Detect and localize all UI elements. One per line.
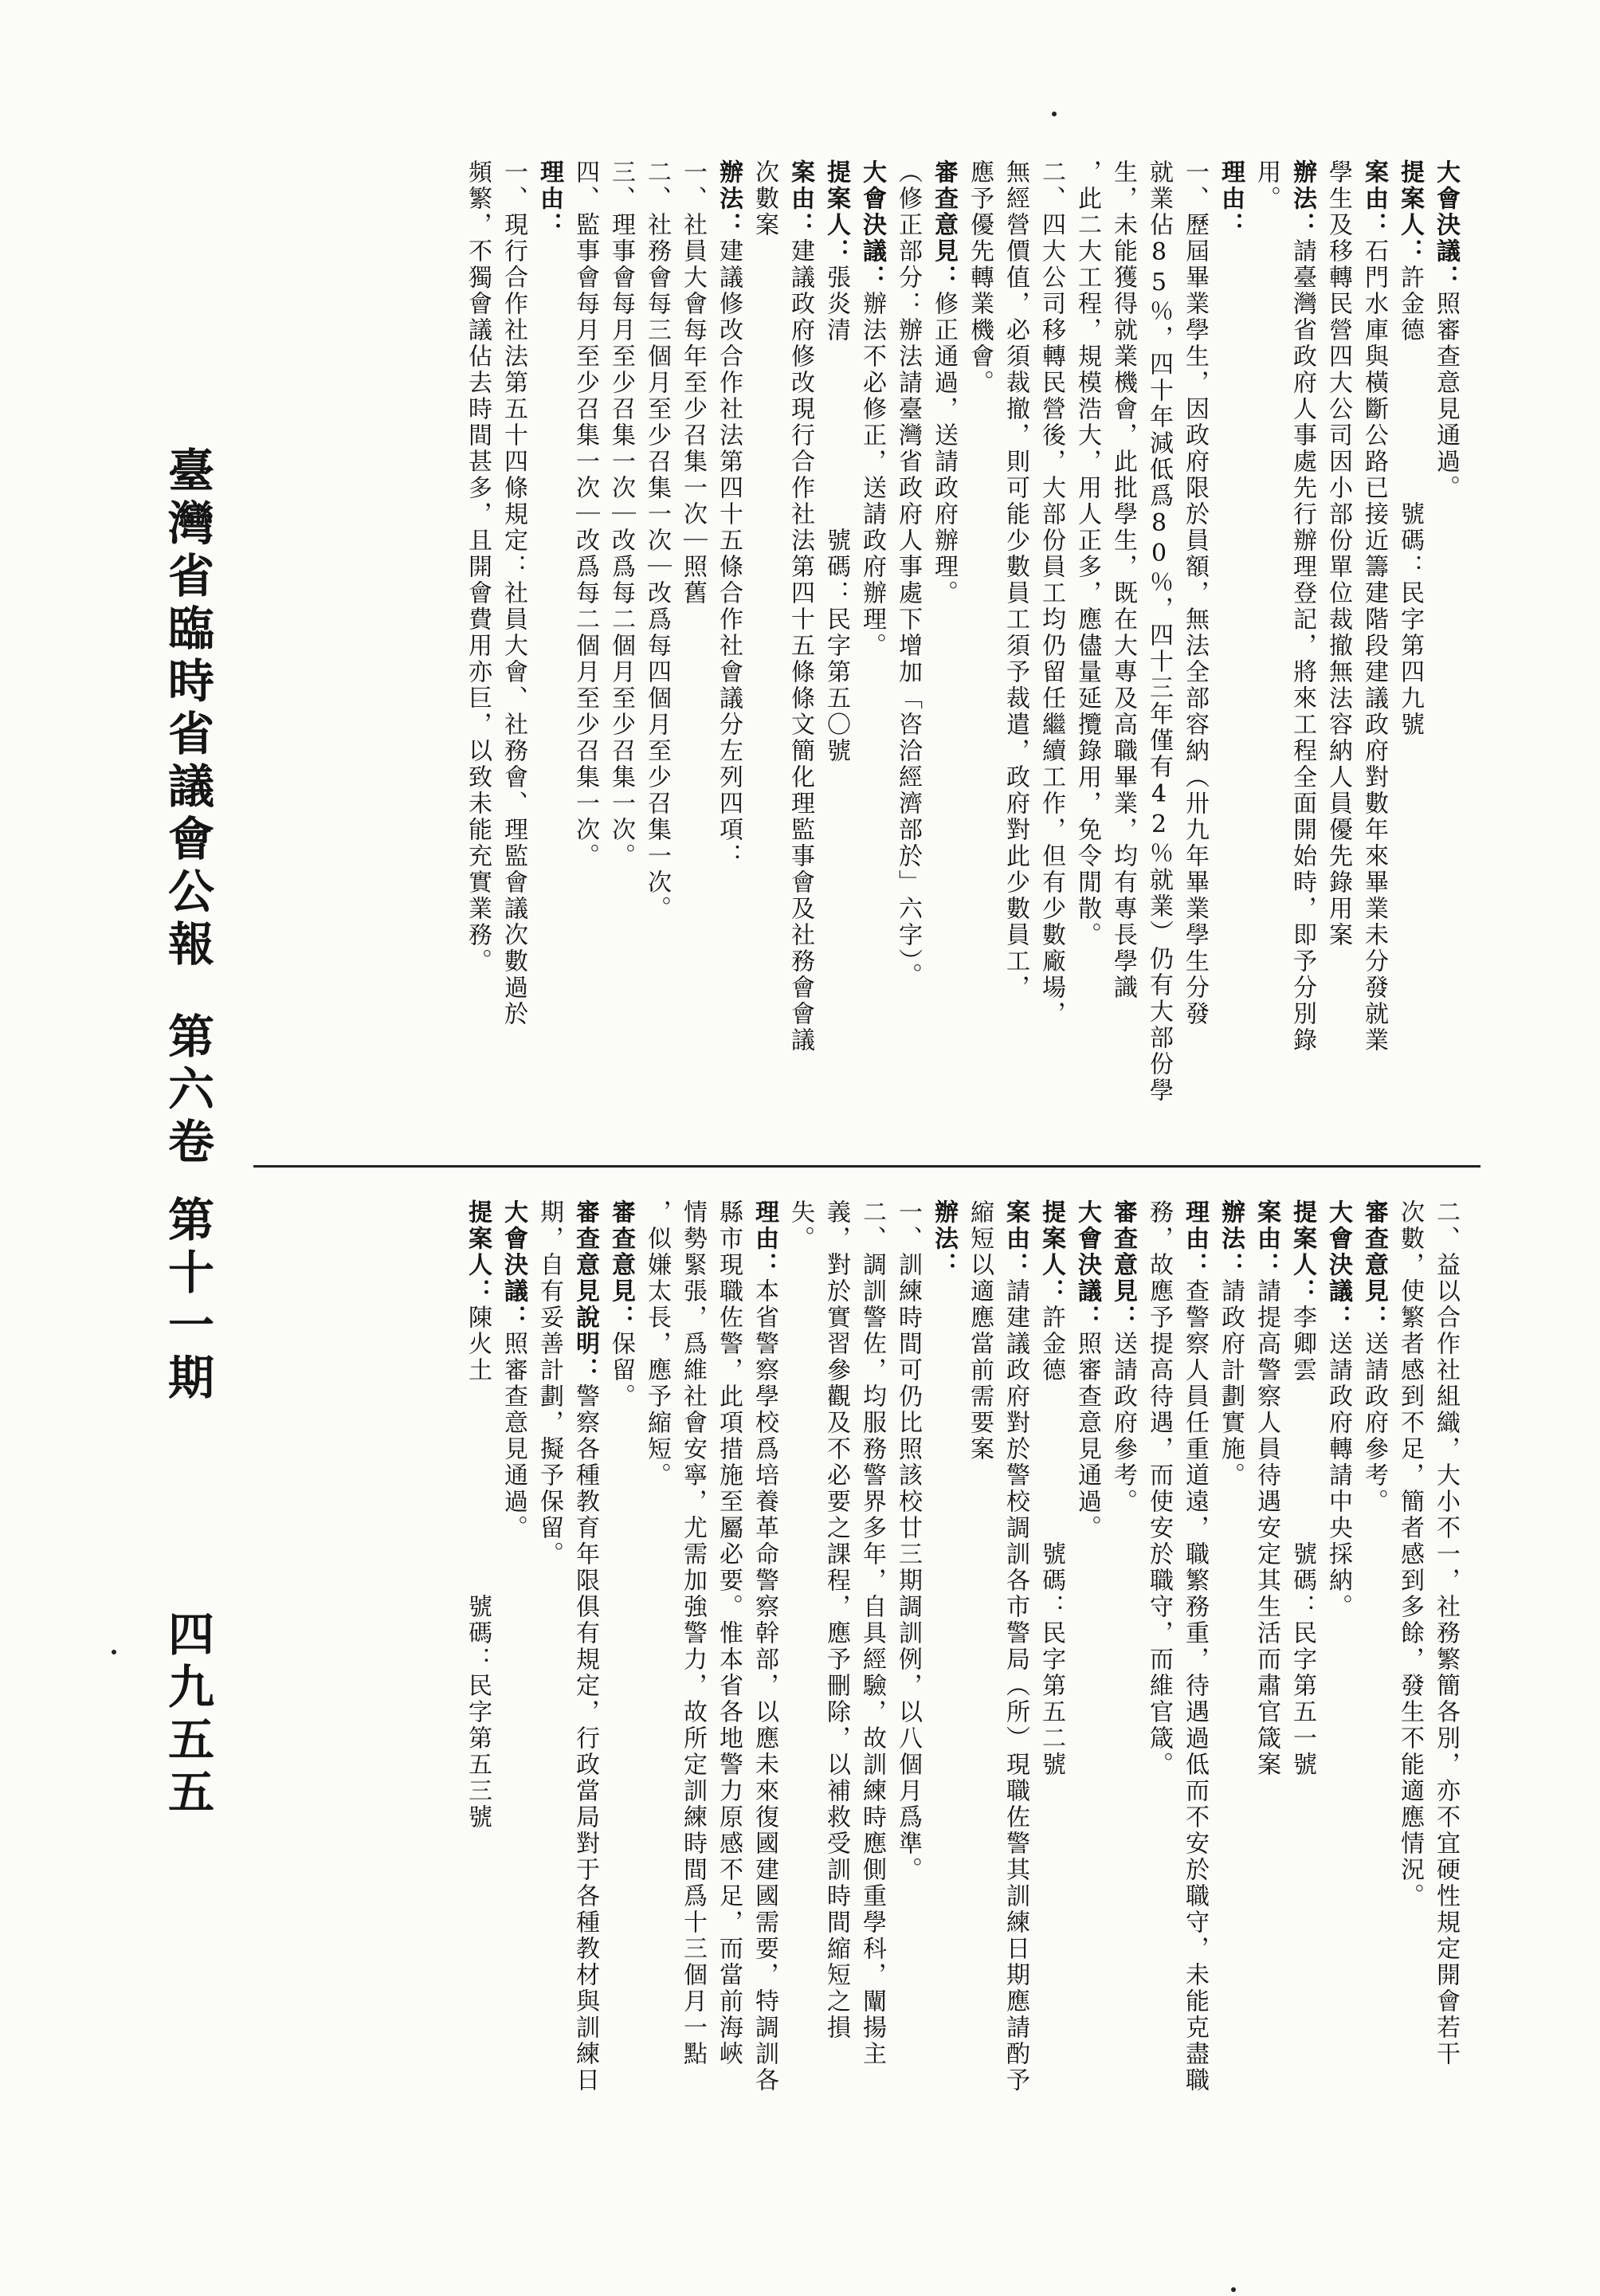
top-col-8 — [1179, 159, 1210, 1027]
bottom-col-1 — [1430, 1199, 1461, 2067]
top-col-27 — [498, 159, 528, 1027]
bottom-col-7 — [1215, 1199, 1245, 1489]
top-col-5 — [1287, 159, 1317, 1054]
bottom-col-21 — [713, 1199, 743, 2067]
col-label: 審查意見： — [607, 1199, 635, 1331]
col-text: 送請政府轉請中央採納。 — [1324, 1331, 1352, 1620]
bottom-col-28 — [462, 1199, 492, 1831]
col-text: 二、四大公司移轉民營後，大部份員工均仍留任繼續工作，但有少數廠場， — [1037, 159, 1065, 1027]
col-label: 案由： — [786, 159, 814, 238]
col-text: 本省警察學校爲培養革命警察幹部，以應未來復國建國需要，特調訓各 — [751, 1278, 778, 2094]
col-text: 辦法不必修正，送請政府辦理。 — [858, 291, 886, 659]
col-text: 三、理事會每月至少召集一次｜改爲每二個月至少召集一次。 — [607, 159, 635, 869]
col-text: 縮短以適應當前需要案 — [966, 1199, 994, 1462]
bottom-col-24 — [606, 1199, 636, 1410]
bottom-col-26 — [534, 1199, 564, 1568]
col-label: 辦法： — [1288, 159, 1316, 238]
bottom-col-20 — [749, 1199, 779, 2094]
col-text: 義，對於實習參觀及不必要之課程，應予刪除，以補救受訓時間縮短之損 — [822, 1199, 850, 2041]
col-label: 大會決議： — [1432, 159, 1460, 291]
col-label: 審查意見： — [1360, 1199, 1388, 1331]
col-text: 一、歷屆畢業學生，因政府限於員額，無法全部容納（卅九年畢業學生分發 — [1181, 159, 1209, 1027]
col-label: 大會決議： — [1073, 1199, 1101, 1331]
col-text: 就業佔85％，四十年減低爲80％，四十三年僅有42％就業）仍有大部份學 — [1145, 159, 1173, 1104]
col-text: 許金德 號碼：民字第四九號 — [1396, 265, 1424, 738]
bottom-col-19 — [785, 1199, 815, 1252]
col-text: 警察各種教育年限俱有規定，行政當局對于各種教材與訓練日 — [571, 1383, 599, 2094]
journal-title: 臺灣省臨時省議會公報 — [160, 446, 214, 972]
top-col-24 — [606, 159, 636, 869]
col-text: 二、社務會每三個月至少召集一次｜改爲每四個月至少召集一次。 — [643, 159, 671, 922]
col-text: 失。 — [786, 1199, 814, 1252]
col-text: 二、益以合作社組織，大小不一，社務繁簡各別，亦不宜硬性規定開會若干 — [1432, 1199, 1460, 2067]
col-text: 次數案 — [751, 159, 778, 238]
col-label: 提案人： — [1288, 1199, 1316, 1305]
bottom-col-12 — [1036, 1199, 1066, 1778]
col-label: 審查意見說明： — [571, 1199, 599, 1383]
col-text: 保留。 — [607, 1331, 635, 1410]
col-text: 修正通過，送請政府辦理。 — [930, 291, 958, 606]
col-text: 查警察人員任重道遠，職繁務重，待遇過低而不安於職守，未能克盡職 — [1181, 1278, 1209, 2094]
issue-label: 第十一期 — [160, 1195, 214, 1406]
section-divider — [253, 1165, 1480, 1168]
col-label: 案由： — [1360, 159, 1388, 238]
col-label: 提案人： — [464, 1199, 492, 1305]
col-text: 縣市現職佐警，此項措施至屬必要。惟本省各地警力原感不足，而當前海峽 — [715, 1199, 743, 2067]
col-text: 一、社員大會每年至少召集一次｜照舊 — [679, 159, 707, 606]
col-label: 辦法： — [1217, 1199, 1245, 1278]
col-text: 次數，使繁者感到不足，簡者感到多餘，發生不能適應情況。 — [1396, 1199, 1424, 1909]
bottom-col-23 — [641, 1199, 672, 1489]
col-text: 請政府計劃實施。 — [1217, 1278, 1245, 1489]
bottom-col-17 — [857, 1199, 887, 2067]
page-number: 四九五五 — [160, 1610, 214, 1820]
col-text: 請提高警察人員待遇安定其生活而肅官箴案 — [1253, 1278, 1280, 1778]
col-text: 務，故應予提高待遇，而使安於職守，而維官箴。 — [1145, 1199, 1173, 1778]
col-text: 一、現行合作社法第五十四條規定：社員大會、社務會、理監會議次數過於 — [500, 159, 527, 1027]
col-label: 審查意見： — [930, 159, 958, 291]
col-label: 提案人： — [1037, 1199, 1065, 1305]
col-label: 辦法： — [930, 1199, 958, 1278]
bottom-col-8 — [1179, 1199, 1210, 2094]
col-text: 四、監事會每月至少召集一次｜改爲每二個月至少召集一次。 — [571, 159, 599, 869]
bottom-col-13 — [1000, 1199, 1030, 2094]
col-text: 送請政府參考。 — [1109, 1331, 1137, 1515]
col-text: 照審查意見通過。 — [1432, 291, 1460, 501]
top-col-16 — [892, 159, 923, 989]
col-text: 張炎清 號碼：民字第五〇號 — [822, 265, 850, 764]
top-col-23 — [641, 159, 672, 922]
top-col-17 — [857, 159, 887, 659]
col-label: 大會決議： — [500, 1199, 527, 1331]
col-label: 案由： — [1002, 1199, 1029, 1278]
col-label: 理由： — [1181, 1199, 1209, 1278]
bottom-col-4 — [1323, 1199, 1353, 1620]
top-col-20 — [749, 159, 779, 238]
col-label: 辦法： — [715, 159, 743, 238]
col-text: 情勢緊張，爲維社會安寧，尤需加強警力，故所定訓練時間爲十三個月一點 — [679, 1199, 707, 2067]
col-text: 學生及移轉民營四大公司因小部份單位裁撤無法容納人員優先錄用案 — [1324, 159, 1352, 948]
col-label: 理由： — [1217, 159, 1245, 238]
col-text: 李卿雲 號碼：民字第五一號 — [1288, 1305, 1316, 1778]
col-label: 案由： — [1253, 1199, 1280, 1278]
col-text: 照審查意見通過。 — [1073, 1331, 1101, 1541]
col-text: 建議政府修改現行合作社法第四十五條條文簡化理監事會及社務會會議 — [786, 238, 814, 1054]
bottom-col-3 — [1359, 1199, 1389, 1515]
col-text: 陳火土 號碼：民字第五三號 — [464, 1305, 492, 1831]
bottom-col-6 — [1251, 1199, 1281, 1778]
bottom-col-2 — [1394, 1199, 1425, 1909]
top-col-22 — [677, 159, 708, 606]
top-col-15 — [928, 159, 959, 606]
top-col-2 — [1394, 159, 1425, 738]
col-text: 無經營價值，必須裁撤，則可能少數員工須予裁遣，政府對此少數員工， — [1002, 159, 1029, 1001]
top-col-7 — [1215, 159, 1245, 238]
col-text: 建議修改合作社法第四十五條合作社會議分左列四項： — [715, 238, 743, 869]
col-text: 照審查意見通過。 — [500, 1331, 527, 1541]
top-col-12 — [1036, 159, 1066, 1027]
top-col-1 — [1430, 159, 1461, 501]
top-col-18 — [821, 159, 851, 764]
col-text: ，似嫌太長，應予縮短。 — [643, 1199, 671, 1489]
top-col-4 — [1323, 159, 1353, 948]
col-text: （修正部分：辦法請臺灣省政府人事處下增加「咨洽經濟部於」六字）。 — [894, 159, 922, 989]
top-col-9 — [1143, 159, 1174, 1104]
col-text: 應予優先轉業機會。 — [966, 159, 994, 396]
col-text: 用。 — [1253, 159, 1280, 212]
bottom-col-22 — [677, 1199, 708, 2067]
col-text: 送請政府參考。 — [1360, 1331, 1388, 1515]
top-col-19 — [785, 159, 815, 1054]
col-label: 提案人： — [1396, 159, 1424, 265]
col-label: 審查意見： — [1109, 1199, 1137, 1331]
bottom-col-10 — [1108, 1199, 1138, 1515]
col-text: 二、調訓警佐，均服務警界多年，自具經驗，故訓練時應側重學科，闡揚主 — [858, 1199, 886, 2067]
col-label: 大會決議： — [858, 159, 886, 291]
col-text: 期，自有妥善計劃，擬予保留。 — [535, 1199, 563, 1568]
bottom-col-18 — [821, 1199, 851, 2041]
top-col-10 — [1108, 159, 1138, 1001]
bottom-col-27 — [498, 1199, 528, 1541]
col-text: 頻繁，不獨會議佔去時間甚多，且開會費用亦巨，以致未能充實業務。 — [464, 159, 492, 975]
col-text: 請臺灣省政府人事處先行辦理登記，將來工程全面開始時，即予分別錄 — [1288, 238, 1316, 1054]
col-text: 石門水庫與橫斷公路已接近籌建階段建議政府對數年來畢業未分發就業 — [1360, 238, 1388, 1054]
bottom-col-16 — [892, 1199, 923, 1883]
bottom-col-14 — [964, 1199, 994, 1462]
bottom-col-25 — [570, 1199, 600, 2094]
top-col-14 — [964, 159, 994, 396]
col-label: 理由： — [751, 1199, 778, 1278]
col-label: 大會決議： — [1324, 1199, 1352, 1331]
col-label: 提案人： — [822, 159, 850, 265]
bottom-col-15 — [928, 1199, 959, 1278]
top-col-13 — [1000, 159, 1030, 1001]
top-col-6 — [1251, 159, 1281, 212]
col-text: 許金德 號碼：民字第五二號 — [1037, 1305, 1065, 1778]
col-text: 生，未能獲得就業機會，此批學生，既在大專及高職畢業，均有專長學識 — [1109, 159, 1137, 1001]
col-text: 一、訓練時間可仍比照該校廿三期調訓例，以八個月爲準。 — [894, 1199, 922, 1883]
col-label: 理由： — [535, 159, 563, 238]
scan-speck — [1231, 2287, 1236, 2292]
top-col-3 — [1359, 159, 1389, 1054]
top-col-25 — [570, 159, 600, 869]
volume-label: 第六卷 — [160, 1012, 214, 1170]
scan-speck — [112, 1650, 116, 1654]
scan-speck — [1052, 112, 1057, 116]
col-text: ，此二大工程，規模浩大，用人正多，應儘量延攬錄用，免令閒散。 — [1073, 159, 1101, 948]
top-col-28 — [462, 159, 492, 975]
top-col-11 — [1072, 159, 1102, 948]
top-col-26 — [534, 159, 564, 238]
bottom-col-11 — [1072, 1199, 1102, 1541]
bottom-col-5 — [1287, 1199, 1317, 1778]
bottom-col-9 — [1143, 1199, 1174, 1778]
col-text: 請建議政府對於警校調訓各市警局（所）現職佐警其訓練日期應請酌予 — [1002, 1278, 1029, 2094]
top-col-21 — [713, 159, 743, 869]
